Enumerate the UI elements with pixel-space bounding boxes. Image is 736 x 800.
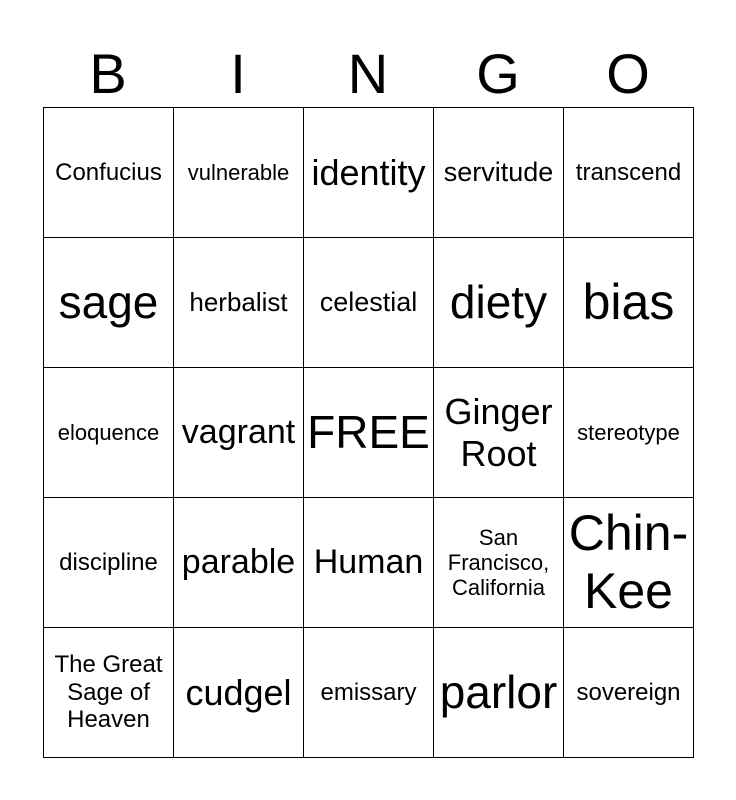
cell-label: celestial	[319, 286, 418, 317]
bingo-cell[interactable]	[564, 628, 694, 758]
cell-label: cudgel	[185, 671, 292, 713]
board-row	[44, 238, 694, 368]
bingo-cell[interactable]	[304, 108, 434, 238]
cell-label: sovereign	[576, 678, 681, 706]
cell-label: Ginger Root	[444, 391, 553, 474]
cell-label: identity	[311, 151, 426, 193]
header-letter-g: G	[476, 42, 520, 105]
bingo-cell[interactable]	[564, 238, 694, 368]
cell-label: servitude	[443, 156, 554, 187]
bingo-cell[interactable]	[304, 498, 434, 628]
cell-label: discipline	[59, 548, 158, 576]
bingo-cell[interactable]	[434, 108, 564, 238]
cell-label: parable	[181, 542, 296, 581]
cell-label: diety	[449, 276, 548, 329]
header-letter-b: B	[89, 42, 127, 105]
bingo-cell[interactable]	[44, 498, 174, 628]
header-letter-o: O	[606, 42, 650, 105]
bingo-cell[interactable]	[174, 628, 304, 758]
bingo-cell[interactable]	[304, 238, 434, 368]
cell-label: vulnerable	[187, 159, 290, 185]
bingo-board	[43, 107, 694, 758]
header-letter-n: N	[347, 42, 389, 105]
bingo-cell[interactable]	[434, 628, 564, 758]
cell-label: Chin-Kee	[568, 505, 689, 619]
cell-label: Confucius	[55, 158, 162, 186]
bingo-cell[interactable]	[174, 108, 304, 238]
bingo-cell[interactable]	[434, 498, 564, 628]
bingo-cell[interactable]	[174, 238, 304, 368]
bingo-cell[interactable]	[564, 368, 694, 498]
bingo-cell[interactable]	[44, 238, 174, 368]
bingo-cell[interactable]	[564, 498, 694, 628]
cell-label: emissary	[320, 678, 417, 706]
cell-label: herbalist	[189, 286, 288, 317]
board-row	[44, 108, 694, 238]
free-space-label: FREE	[307, 406, 430, 459]
bingo-cell[interactable]	[174, 368, 304, 498]
bingo-cell[interactable]	[434, 368, 564, 498]
cell-label: San Francisco, California	[447, 524, 550, 601]
bingo-cell[interactable]	[434, 238, 564, 368]
cell-label: bias	[582, 273, 675, 330]
cell-label: sage	[58, 276, 159, 329]
cell-label: transcend	[575, 158, 682, 186]
board-row	[44, 368, 694, 498]
cell-label: The Great Sage of Heaven	[54, 651, 163, 734]
bingo-cell[interactable]	[304, 628, 434, 758]
board-row	[44, 498, 694, 628]
cell-label: stereotype	[577, 419, 680, 445]
bingo-cell[interactable]	[44, 368, 174, 498]
board-row	[44, 628, 694, 758]
bingo-cell[interactable]	[44, 628, 174, 758]
bingo-cell[interactable]	[44, 108, 174, 238]
bingo-cell[interactable]	[564, 108, 694, 238]
header-letter-i: I	[230, 42, 246, 105]
cell-label: Human	[313, 542, 424, 581]
cell-label: vagrant	[181, 412, 296, 451]
free-space-cell[interactable]	[304, 368, 434, 498]
bingo-header	[43, 40, 693, 108]
bingo-cell[interactable]	[174, 498, 304, 628]
cell-label: parlor	[439, 666, 558, 719]
cell-label: eloquence	[57, 419, 160, 445]
